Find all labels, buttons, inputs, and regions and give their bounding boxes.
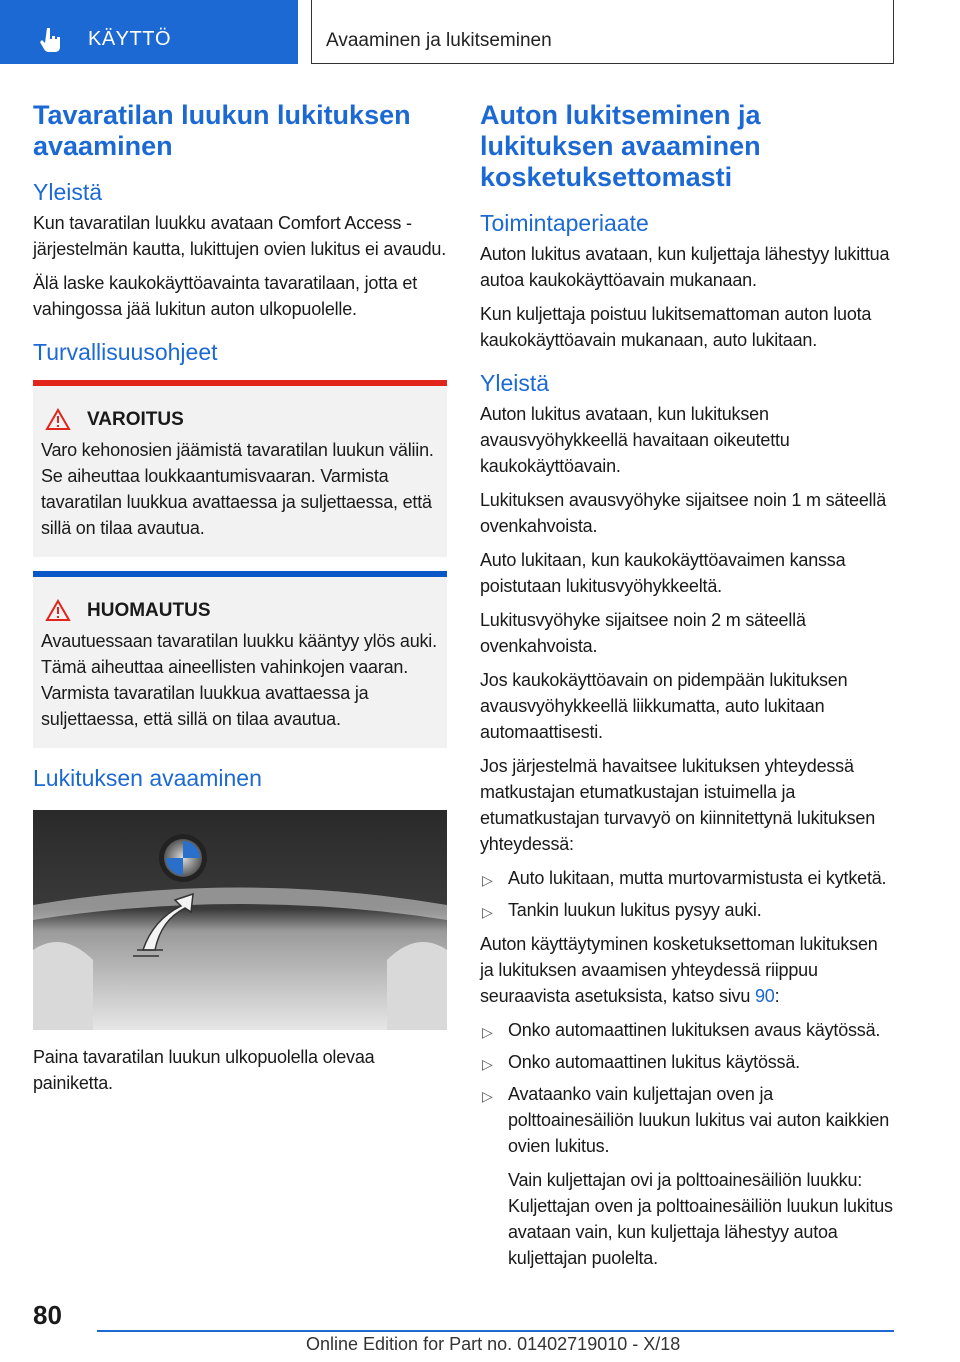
unlock-heading: Lukituksen avaaminen [33, 765, 262, 791]
page-link[interactable]: 90 [754, 986, 775, 1006]
general-heading: Yleistä [33, 179, 103, 205]
chapter-title: Avaaminen ja lukitseminen [326, 30, 552, 51]
footer-divider [97, 1330, 894, 1332]
paragraph: Auto lukitaan, kun kaukokäyttöavaimen kanssa poistutaan lukitusvyöhykkeeltä. [480, 550, 846, 596]
principle-heading: Toimintaperiaate [480, 210, 649, 236]
triangle-bullet-icon: ▷ [482, 1088, 493, 1104]
warning-title: VAROITUS [87, 408, 184, 430]
notice-text: Avautuessaan tavaratilan luukku kääntyy ylös auki. Tämä aiheuttaa aineellisten vahinkojen vaaran. Varmista tavaratilan luukkua avattaessa ja suljettaessa, että sillä on tilaa avautua. [41, 631, 437, 729]
list-item: ▷ Onko automaattinen lukituksen avaus käytössä. [480, 1017, 893, 1043]
general-heading: Yleistä [480, 370, 550, 396]
comfort-access-heading: Auton lukitseminen ja lukituksen avaaminen kosketuksettomasti [480, 100, 761, 192]
notice-box [33, 571, 447, 748]
photo-caption: Paina tavaratilan luukun ulkopuolella olevaa painiketta. [33, 1047, 375, 1093]
edition-footer: Online Edition for Part no. 01402719010 - X/18 [306, 1334, 681, 1354]
section-title: KÄYTTÖ [88, 28, 172, 50]
notice-title: HUOMAUTUS [87, 599, 211, 621]
paragraph: Älä laske kaukokäyttöavainta tavaratilaan, jotta et vahingossa jää lukitun auton ulkopuolelle. [33, 273, 418, 319]
triangle-bullet-icon: ▷ [482, 1056, 493, 1072]
safety-heading: Turvallisuusohjeet [33, 339, 218, 365]
list-item: ▷ Onko automaattinen lukitus käytössä. [480, 1049, 893, 1075]
bullet-list [480, 865, 893, 923]
warning-text: Varo kehonosien jäämistä tavaratilan luukun väliin. Se aiheuttaa loukkaantumisvaaran. Varmista tavaratilan luukkua avattaessa ja suljettaessa, että sillä on tilaa avautua. [41, 440, 434, 538]
right-column [480, 100, 893, 1279]
paragraph: Kun tavaratilan luukku avataan Comfort Access -järjestelmän kautta, lukittujen ovien lukitus ei avaudu. [33, 213, 447, 259]
paragraph: Auton lukitus avataan, kun lukituksen avausvyöhykkeellä havaitaan oikeutettu kaukokäyttöavain. [480, 404, 790, 476]
page-number: 80 [33, 1300, 62, 1330]
list-item: ▷ Tankin luukun lukitus pysyy auki. [480, 897, 893, 923]
warning-triangle-icon [45, 599, 71, 622]
paragraph: Lukitusvyöhyke sijaitsee noin 2 m säteellä ovenkahvoista. [480, 610, 806, 656]
bullet-list [480, 1017, 893, 1159]
list-item: ▷ Auto lukitaan, mutta murtovarmistusta ei kytketä. [480, 865, 893, 891]
trunk-button-photo [33, 810, 447, 1030]
hand-pointer-icon [38, 26, 64, 52]
warning-box [33, 380, 447, 557]
paragraph: Jos kaukokäyttöavain on pidempään lukituksen avausvyöhykkeellä liikkumatta, auto lukitaan automaattisesti. [480, 670, 848, 742]
paragraph: Auton käyttäytyminen kosketuksettoman lukituksen ja lukituksen avaamisen yhteydessä riippuu seuraavista asetuksista, katso sivu 90: [480, 934, 878, 1006]
chapter-header [311, 0, 894, 64]
triangle-bullet-icon: ▷ [482, 872, 493, 888]
paragraph: Jos järjestelmä havaitsee lukituksen yhteydessä matkustajan etumatkustajan istuimella ja etumatkustajan turvavyö on kiinnitettynä lukituksen yhteydessä: [480, 756, 876, 854]
paragraph: Auton lukitus avataan, kun kuljettaja lähestyy lukittua autoa kaukokäyttöavain mukanaan. [480, 244, 890, 290]
warning-triangle-icon [45, 408, 71, 431]
section-tab [0, 0, 298, 64]
list-item: ▷ Avataanko vain kuljettajan oven ja polttoainesäiliön luukun lukitus vai auton kaikkien ovien lukitus. [482, 1084, 890, 1156]
trunk-unlock-heading: Tavaratilan luukun lukituksen avaaminen [33, 100, 411, 161]
paragraph: Lukituksen avausvyöhyke sijaitsee noin 1 m säteellä ovenkahvoista. [480, 490, 887, 536]
triangle-bullet-icon: ▷ [482, 904, 493, 920]
left-column [33, 100, 447, 1104]
sub-paragraph: Vain kuljettajan ovi ja polttoainesäiliön luukku: Kuljettajan oven ja polttoainesäiliön luukun lukitus avataan vain, kun kuljettaja lähestyy autoa kuljettajan puolelta. [508, 1170, 893, 1268]
triangle-bullet-icon: ▷ [482, 1024, 493, 1040]
paragraph: Kun kuljettaja poistuu lukitsemattoman auton luota kaukokäyttöavain mukanaan, auto lukitaan. [480, 304, 872, 350]
